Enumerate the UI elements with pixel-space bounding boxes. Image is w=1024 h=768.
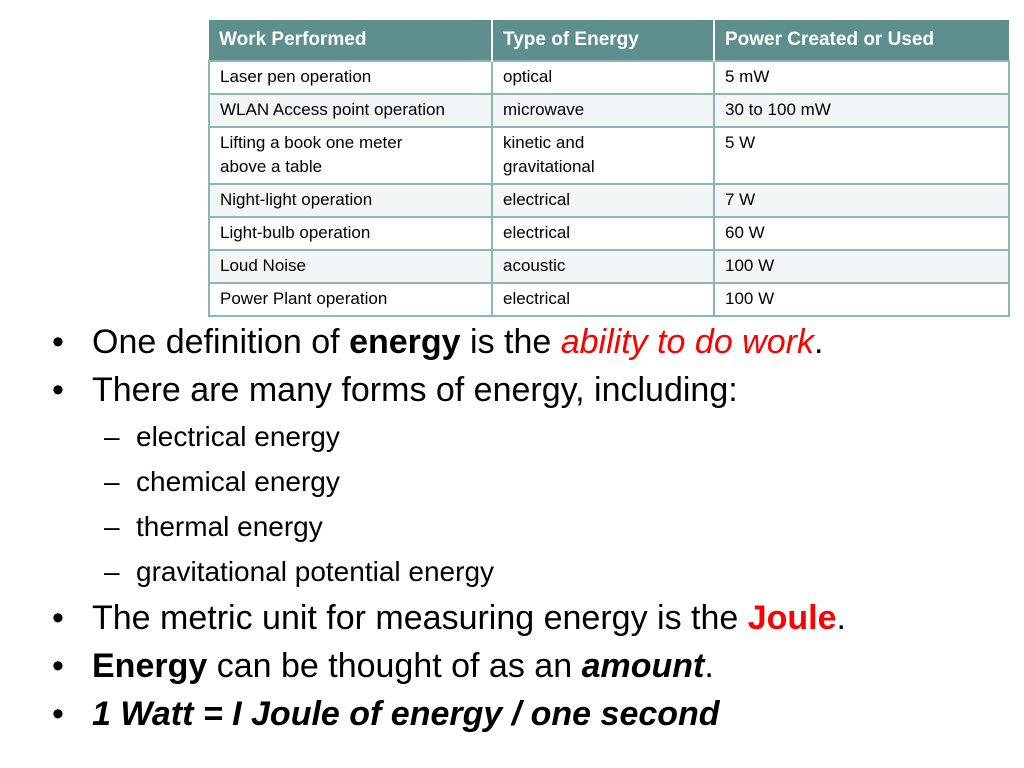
table-cell: 7 W	[714, 184, 1009, 217]
bullet-text: One definition of	[92, 323, 350, 361]
table-cell: Lifting a book one meter above a table	[209, 127, 492, 184]
table-cell: 100 W	[714, 250, 1009, 283]
dash-marker: –	[104, 421, 120, 452]
table-cell: 60 W	[714, 217, 1009, 250]
bullet-text: .	[813, 323, 824, 361]
table-cell: acoustic	[492, 250, 714, 283]
table-row	[209, 61, 1009, 94]
sub-bullet	[52, 459, 1012, 504]
sub-bullet	[52, 414, 1012, 459]
bullet-marker: •	[52, 371, 64, 409]
table-cell: electrical	[492, 283, 714, 316]
bullet-marker: •	[52, 695, 64, 733]
table-cell: Loud Noise	[209, 250, 492, 283]
bullet-energy-amount	[52, 642, 1012, 690]
header-power: Power Created or Used	[714, 20, 1009, 61]
table-cell: microwave	[492, 94, 714, 127]
bullet-marker: •	[52, 647, 64, 685]
table-row	[209, 94, 1009, 127]
table-row	[209, 250, 1009, 283]
header-type-of-energy: Type of Energy	[492, 20, 714, 61]
bullet-text: The metric unit for measuring energy is the	[92, 599, 748, 637]
bold-term: energy	[349, 323, 461, 361]
dash-marker: –	[104, 511, 120, 542]
dash-marker: –	[104, 466, 120, 497]
highlight-phrase: ability to do work	[560, 323, 814, 361]
bullet-marker: •	[52, 323, 64, 361]
table-cell: Night-light operation	[209, 184, 492, 217]
bullet-text: can be thought of as an	[207, 647, 582, 685]
highlight-term: Joule	[747, 599, 837, 637]
table-cell: 5 W	[714, 127, 1009, 184]
header-work-performed: Work Performed	[209, 20, 492, 61]
table-cell: Light-bulb operation	[209, 217, 492, 250]
bullet-energy-definition	[52, 318, 1012, 366]
sub-bullet-text: chemical energy	[136, 466, 340, 497]
table-cell: electrical	[492, 184, 714, 217]
table-cell: 100 W	[714, 283, 1009, 316]
emphasis-term: amount	[581, 647, 705, 685]
bullet-joule-unit	[52, 594, 1012, 642]
energy-power-table	[208, 20, 1010, 317]
bullet-text: There are many forms of energy, including:	[92, 371, 738, 409]
bullet-text: 1 Watt = I Joule of energy / one second	[92, 695, 720, 733]
table-row	[209, 283, 1009, 316]
table-cell: Power Plant operation	[209, 283, 492, 316]
bullet-text: .	[704, 647, 714, 685]
sub-bullet-text: gravitational potential energy	[136, 556, 495, 587]
sub-bullet	[52, 549, 1012, 594]
table-cell: optical	[492, 61, 714, 94]
table-cell: 5 mW	[714, 61, 1009, 94]
bold-term: Energy	[92, 647, 208, 685]
table-row	[209, 217, 1009, 250]
bullet-watt-definition	[52, 690, 1012, 738]
bullet-marker: •	[52, 599, 64, 637]
dash-marker: –	[104, 556, 120, 587]
bullet-list	[52, 318, 1012, 738]
sub-bullet-text: thermal energy	[136, 511, 323, 542]
table-cell: electrical	[492, 217, 714, 250]
sub-bullet-text: electrical energy	[136, 421, 340, 452]
table-cell: Laser pen operation	[209, 61, 492, 94]
table-header-row	[209, 20, 1009, 61]
sub-bullet	[52, 504, 1012, 549]
table-cell: 30 to 100 mW	[714, 94, 1009, 127]
table-cell: kinetic and gravitational	[492, 127, 714, 184]
table-row	[209, 127, 1009, 184]
table-row	[209, 184, 1009, 217]
bullet-text: is the	[460, 323, 561, 361]
bullet-text: .	[836, 599, 846, 637]
table-cell: WLAN Access point operation	[209, 94, 492, 127]
bullet-forms-of-energy	[52, 366, 1012, 414]
